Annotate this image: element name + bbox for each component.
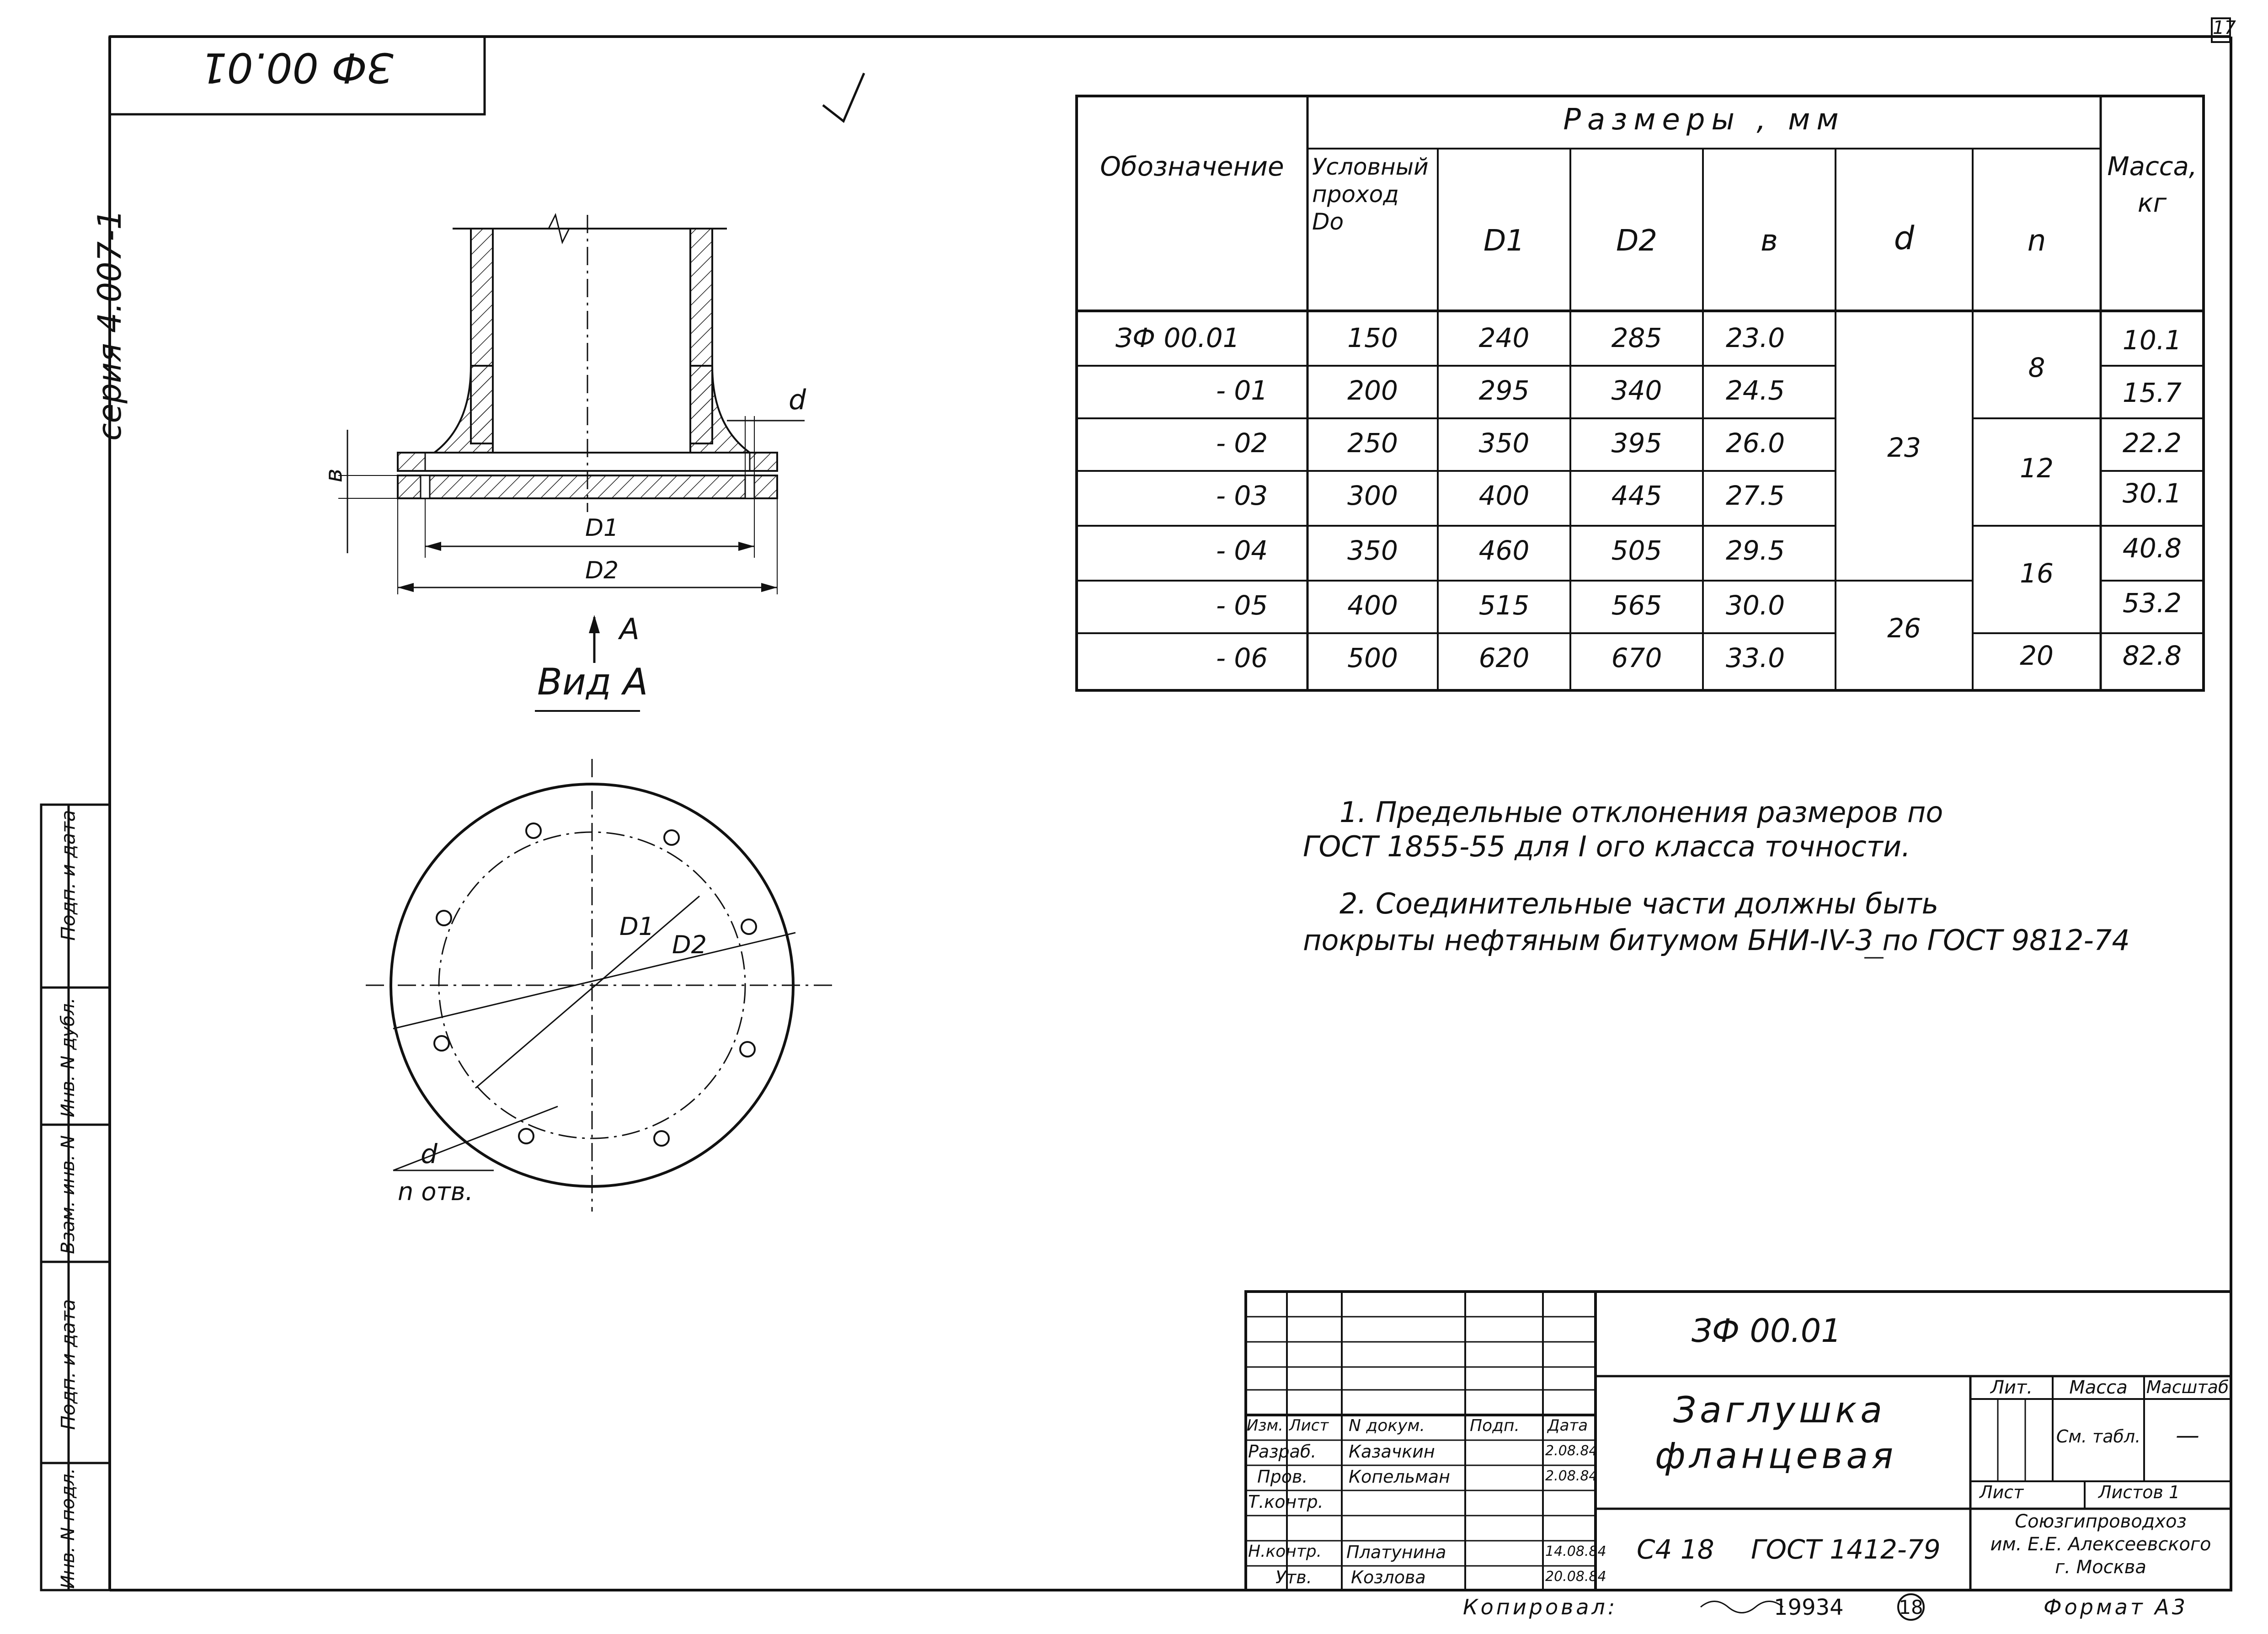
title-material: С4 18 (1637, 1534, 1714, 1565)
date-razrab: 2.08.84 (1545, 1443, 1598, 1459)
table-cell-d-group: 23 (1887, 432, 1921, 463)
table-cell-mass: 10.1 (2122, 325, 2182, 356)
plan-D1-label: D1 (619, 912, 654, 941)
format-label: Формат А3 (2044, 1595, 2188, 1619)
plan-hole-count-label: n отв. (398, 1177, 473, 1206)
masshtab-header: Масштаб (2146, 1377, 2229, 1397)
side-stamp-label-1: Подп. и дата (57, 810, 80, 941)
table-cell-D2: 445 (1611, 480, 1662, 511)
col-n-header: n (2027, 224, 2046, 258)
table-cell-D1: 620 (1478, 642, 1530, 673)
table-cell-D1: 350 (1478, 427, 1530, 459)
role-tkontr: Т.контр. (1248, 1492, 1323, 1512)
col-mass-header: Масса, кг (2107, 152, 2197, 218)
org-line-2: им. Е.Е. Алексеевского (1990, 1534, 2211, 1555)
hdr-list: Лист (1289, 1416, 1329, 1435)
plan-hole-d-label: d (421, 1138, 438, 1169)
note-line-4: покрыты нефтяным битумом БНИ-IV-3 по ГОСТ 9812-74 (1303, 924, 2130, 957)
table-cell-mass: 22.2 (2122, 427, 2182, 459)
table-cell-mass: 40.8 (2122, 533, 2182, 564)
side-stamp-label-3: Взам. инв. N (58, 1135, 79, 1254)
title-name-1: Заглушка (1673, 1390, 1886, 1431)
name-razrab: Казачкин (1349, 1442, 1435, 1462)
masshtab-value: — (2176, 1422, 2199, 1449)
table-row-des: - 03 (1216, 480, 1268, 511)
hdr-izm: Изм. (1247, 1416, 1283, 1435)
table-cell-Do: 200 (1347, 375, 1398, 406)
listov-label: Листов 1 (2098, 1482, 2180, 1502)
kopiroval-label: Копировал: (1463, 1595, 1618, 1619)
name-utv: Козлова (1351, 1567, 1426, 1587)
table-cell-mass: 15.7 (2122, 377, 2182, 408)
table-cell-D2: 505 (1611, 535, 1662, 566)
col-Do-header: Условный проход Dо (1312, 154, 1429, 235)
copy-number: 19934 (1774, 1595, 1844, 1620)
date-utv: 20.08.84 (1545, 1569, 1606, 1585)
table-row-des: - 04 (1216, 535, 1268, 566)
side-stamp-label-2: Инв. N дубл. (58, 998, 79, 1117)
flange-section (338, 215, 805, 711)
side-stamp-label-4: Подп. и дата (57, 1299, 80, 1430)
top-code: ЗФ 00.01 (201, 43, 394, 91)
name-prov: Копельман (1349, 1467, 1450, 1487)
table-cell-n-group: 8 (2028, 352, 2045, 383)
col-d-header: d (1894, 219, 1915, 257)
col-D2-header: D2 (1616, 224, 1657, 258)
table-row-des: - 05 (1216, 590, 1268, 621)
table-cell-mass: 53.2 (2122, 587, 2182, 619)
table-cell-b: 33.0 (1726, 642, 1785, 673)
circled-number: 18 (1899, 1596, 1923, 1618)
org-line-3: г. Москва (2055, 1557, 2146, 1578)
massa-value: См. табл. (2056, 1426, 2141, 1447)
table-cell-D2: 565 (1611, 590, 1662, 621)
table-cell-d-group: 26 (1887, 613, 1921, 644)
org-line-1: Союзгипроводхоз (2015, 1511, 2187, 1532)
table-row-des: - 01 (1216, 375, 1268, 406)
title-gost: ГОСТ 1412-79 (1751, 1534, 1941, 1565)
table-cell-D2: 670 (1611, 642, 1662, 673)
sheet-number: 17 (2213, 17, 2236, 38)
table-cell-Do: 350 (1347, 535, 1398, 566)
note-line-2: ГОСТ 1855-55 для I ого класса точности. (1303, 830, 1910, 863)
table-row-des: ЗФ 00.01 (1115, 322, 1240, 353)
table-cell-D2: 395 (1611, 427, 1662, 459)
col-D1-header: D1 (1484, 224, 1525, 258)
table-cell-b: 27.5 (1726, 480, 1785, 511)
date-nkontr: 14.08.84 (1545, 1543, 1606, 1559)
dim-D2-label: D2 (585, 557, 619, 584)
col-designation-header: Обозначение (1100, 151, 1284, 182)
table-cell-Do: 300 (1347, 480, 1398, 511)
table-cell-Do: 500 (1347, 642, 1398, 673)
table-cell-D1: 515 (1478, 590, 1530, 621)
table-cell-mass: 30.1 (2122, 478, 2182, 509)
date-prov: 2.08.84 (1545, 1468, 1598, 1484)
table-row-des: - 02 (1216, 427, 1268, 459)
table-cell-D2: 285 (1611, 322, 1662, 353)
col-b-header: в (1761, 224, 1778, 258)
arrow-A-label: А (619, 613, 640, 646)
note-line-3: 2. Соединительные части должны быть (1339, 887, 1939, 920)
role-nkontr: Н.контр. (1248, 1542, 1322, 1561)
dim-b-label: в (320, 468, 348, 483)
name-nkontr: Платунина (1346, 1542, 1446, 1562)
role-razrab: Разраб. (1248, 1442, 1317, 1462)
title-code: ЗФ 00.01 (1692, 1312, 1841, 1350)
table-cell-n-group: 12 (2020, 453, 2054, 484)
plan-D2-label: D2 (672, 930, 707, 959)
table-cell-Do: 250 (1347, 427, 1398, 459)
view-A-title: Вид А (537, 661, 648, 703)
role-utv: Утв. (1275, 1567, 1312, 1587)
copier-signature (1701, 1602, 1783, 1613)
table-cell-b: 26.0 (1726, 427, 1785, 459)
table-cell-Do: 150 (1347, 322, 1398, 353)
dim-D1-label: D1 (585, 514, 619, 542)
table-row-des: - 06 (1216, 642, 1268, 673)
table-cell-b: 29.5 (1726, 535, 1785, 566)
side-stamp-label-5: Инв. N подл. (58, 1468, 79, 1589)
table-cell-D1: 295 (1478, 375, 1530, 406)
note-line-1: 1. Предельные отклонения размеров по (1339, 796, 1943, 829)
table-cell-b: 24.5 (1726, 375, 1785, 406)
table-cell-n-group: 16 (2020, 558, 2054, 589)
table-cell-D2: 340 (1611, 375, 1662, 406)
role-prov: Пров. (1257, 1467, 1308, 1487)
dim-d-label: d (789, 384, 806, 416)
massa-header: Масса (2069, 1377, 2128, 1398)
hdr-data: Дата (1548, 1416, 1588, 1435)
table-cell-Do: 400 (1347, 590, 1398, 621)
table-cell-D1: 400 (1478, 480, 1530, 511)
title-name-2: фланцевая (1655, 1436, 1897, 1477)
table-cell-n-group: 20 (2020, 640, 2054, 671)
surface-finish-mark (823, 73, 864, 121)
hdr-podp: Подп. (1470, 1416, 1520, 1435)
table-cell-D1: 460 (1478, 535, 1530, 566)
table-cell-b: 23.0 (1726, 322, 1785, 353)
table-cell-mass: 82.8 (2122, 640, 2182, 671)
group-size-header: Размеры , мм (1563, 103, 1845, 137)
hdr-ndok: N докум. (1349, 1416, 1425, 1435)
table-cell-D1: 240 (1478, 322, 1530, 353)
list-label: Лист (1980, 1482, 2024, 1502)
series-label: серия 4.007-1 (91, 209, 128, 441)
lit-header: Лит. (1990, 1377, 2033, 1398)
table-cell-b: 30.0 (1726, 590, 1785, 621)
